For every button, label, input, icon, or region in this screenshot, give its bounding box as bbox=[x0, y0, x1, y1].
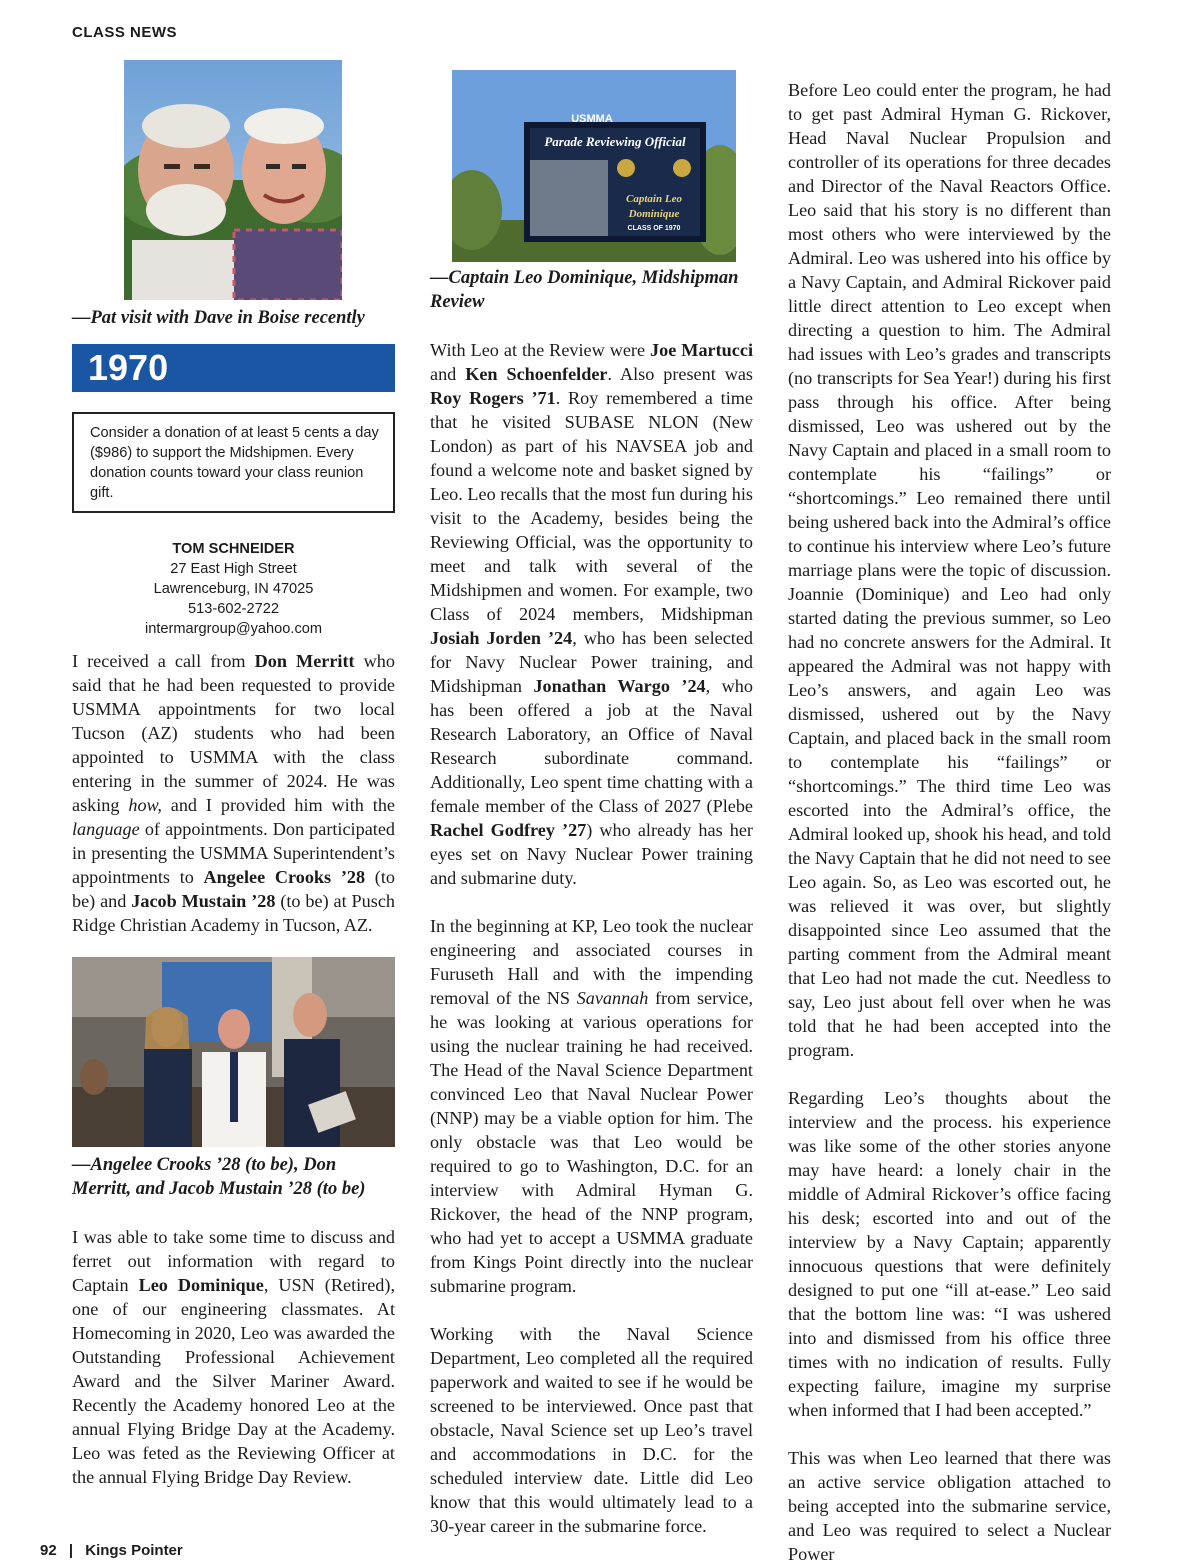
photo-parade-reviewing-sign bbox=[452, 70, 736, 262]
paragraph-leo-dominique bbox=[72, 1225, 395, 1489]
paragraph-rickover-interview: Before Leo could enter the program, he had to get past Admiral Hyman G. Rickover, Head Naval Nuclear Propulsion and controller of its operations for three decades and Director of the Naval Reactors Office. Leo said that his story is no different than most others who were interviewed by the Admiral. Leo was ushered into his office by a Navy Captain, and Admiral Rickover paid little direct attention to Leo except when directing a question to him. The Admiral had issues with Leo’s grades and transcripts (no transcripts for Sea Year!) during his first pass through his office. After being dismissed, Leo was ushered out by the Navy Captain and placed in a small room to contemplate his “failings” or “shortcomings.” Leo remained there until being ushered back into the Admiral’s office to continue his interview where Leo’s future marriage plans were the topic of discussion. Joannie (Dominique) and Leo had only started dating the previous summer, so Leo had no concrete answers for the Admiral. It appeared the Admiral was not happy with Leo’s answers, and again Leo was dismissed, ushered out by the Navy Captain, and placed back in the small room to contemplate his “failings” or “shortcomings.” The third time Leo was escorted into the Admiral’s office, the Admiral looked up, shook his head, and told the Navy Captain that he did not need to see Leo again. So, as Leo was escorted out, he was relieved it was over, but slightly disappointed since Leo assumed that the parting comment from the Admiral meant that Leo had not made the cut. Needless to say, Leo just about fell over when he was told that he had been accepted into the program. bbox=[788, 80, 1111, 1060]
name-bold: Jacob Mustain ’28 bbox=[131, 891, 276, 911]
text-italic: how, bbox=[128, 795, 162, 815]
text-italic: Savannah bbox=[576, 988, 649, 1008]
text-run: . Roy remembered a time that he visited SUBASE NLON (New London) as part of his NAVSEA job and found a welcome note and basket signed by Leo. Leo recalls that the most fun during his visit to the Academy, besides being the Reviewing Official, was the opportunity to meet and talk with several of the Midshipmen and women. For example, two Class of 2024 members, Midshipman bbox=[430, 388, 753, 624]
text-run: who said that he had been requested to provide USMMA appointments for two local Tucson (AZ) students who had been appointed to USMMA with the class entering in the summer of 2024. He was asking bbox=[72, 651, 395, 815]
contact-name: TOM SCHNEIDER bbox=[172, 541, 295, 557]
text-run: and bbox=[430, 364, 466, 384]
text-run: In the beginning at KP, Leo took the nuclear engineering and associated courses in Furuseth Hall and with the impending removal of the NS bbox=[430, 916, 753, 1008]
section-header: CLASS NEWS bbox=[72, 24, 178, 41]
donation-box: Consider a donation of at least 5 cents a day ($986) to support the Midshipmen. Every donation counts toward your class reunion gift. bbox=[72, 412, 395, 513]
name-bold: Don Merritt bbox=[254, 651, 355, 671]
paragraph-nuclear-beginning bbox=[430, 914, 753, 1298]
text-run: I received a call from bbox=[72, 651, 255, 671]
photo-pat-and-dave bbox=[124, 60, 342, 300]
photo-caption-pat-dave: —Pat visit with Dave in Boise recently bbox=[72, 308, 365, 328]
column-1 bbox=[72, 60, 395, 1489]
contact-city: Lawrenceburg, IN 47025 bbox=[153, 581, 314, 597]
photo-caption-parade: —Captain Leo Dominique, Midshipman Review bbox=[430, 268, 739, 312]
name-bold: Angelee Crooks ’28 bbox=[203, 867, 366, 887]
magazine-name: Kings Pointer bbox=[85, 1542, 183, 1559]
photo-angelee-don-jacob bbox=[72, 957, 395, 1147]
name-bold: Joe Martucci bbox=[650, 340, 753, 360]
name-bold: Josiah Jorden ’24 bbox=[430, 628, 573, 648]
text-run: , who has been offered a job at the Naval Research Laboratory, an Office of Naval Research subordinate command. Additionally, Leo spent time chatting with a female member of the Class of 2027 (Plebe bbox=[430, 676, 753, 816]
contact-street: 27 East High Street bbox=[170, 561, 297, 577]
text-run: With Leo at the Review were bbox=[430, 340, 651, 360]
text-italic: language bbox=[72, 819, 140, 839]
column-3 bbox=[788, 78, 1111, 1566]
contact-phone: 513-602-2722 bbox=[188, 601, 279, 617]
sign-name-line2: Dominique bbox=[628, 208, 680, 220]
column-2 bbox=[430, 70, 753, 1538]
sign-title: Parade Reviewing Official bbox=[544, 134, 686, 149]
contact-email[interactable]: intermargroup@yahoo.com bbox=[144, 621, 323, 637]
paragraph-naval-science: Working with the Naval Science Department, Leo completed all the required paperwork and waited to see if he would be screened to be interviewed. Once past that obstacle, Naval Science set up Leo’s travel and accommodations in D.C. for the scheduled interview date. Little did Leo know that this would ultimately lead to a 30-year career in the submarine force. bbox=[430, 1324, 753, 1536]
text-run: . Also present was bbox=[607, 364, 753, 384]
text-run: of appointments. Don participated in presenting the USMMA Superintendent’s appointments to bbox=[72, 819, 395, 887]
name-bold: Rachel Godfrey ’27 bbox=[430, 820, 587, 840]
text-run: (to be) at Pusch Ridge Christian Academy in Tucson, AZ. bbox=[72, 891, 395, 935]
paragraph-interview-thoughts: Regarding Leo’s thoughts about the interview and the process. his experience was like some of the other stories anyone may have heard: a lonely chair in the middle of Admiral Rickover’s office facing his desk; escorted into and out of the interview by a Navy Captain; apparently innocuous questions that were definitely designed to put one “ill at-ease.” Leo said that the bottom line was: “I was ushered into and dismissed from his office three times with no indication of results. Fully expecting failure, imagine my surprise when informed that I had been accepted.” bbox=[788, 1088, 1111, 1420]
text-run: (to be) and bbox=[72, 867, 395, 911]
paragraph-don-merritt bbox=[72, 649, 395, 937]
sign-name-line1: Captain Leo bbox=[626, 193, 682, 205]
text-run: , who has been selected for Navy Nuclear Power training, and Midshipman bbox=[430, 628, 753, 696]
name-bold: Leo Dominique bbox=[138, 1275, 264, 1295]
paragraph-review-attendees bbox=[430, 338, 753, 890]
sign-class-year: CLASS OF 1970 bbox=[627, 225, 681, 232]
footer-separator: | bbox=[68, 1542, 74, 1559]
year-banner: 1970 bbox=[72, 344, 395, 392]
name-bold: Ken Schoenfelder bbox=[465, 364, 608, 384]
paragraph-service-obligation: This was when Leo learned that there was an active service obligation attached to being accepted into the submarine service, and Leo was required to select a Nuclear Power bbox=[788, 1448, 1111, 1564]
text-run: ) who already has her eyes set on Navy Nuclear Power training and submarine duty. bbox=[430, 820, 753, 888]
class-secretary-contact bbox=[72, 539, 395, 639]
name-bold: Roy Rogers ’71 bbox=[430, 388, 556, 408]
photo-caption-angelee: —Angelee Crooks ’28 (to be), Don Merritt, and Jacob Mustain ’28 (to be) bbox=[72, 1155, 366, 1199]
name-bold: Jonathan Wargo ’24 bbox=[533, 676, 706, 696]
page-footer bbox=[40, 1542, 183, 1559]
text-run: from service, he was looking at various operations for using the nuclear training he had received. The Head of the Naval Science Department convinced Leo that Naval Nuclear Power (NNP) may be a viable option for him. The only obstacle was that Leo would be required to go to Washington, D.C. for an interview with Admiral Hyman G. Rickover, the head of the NNP program, who had yet to accept a USMMA graduate from Kings Point directly into the nuclear submarine program. bbox=[430, 988, 753, 1296]
sign-usmma-label: USMMA bbox=[571, 113, 613, 125]
text-run: and I provided him with the bbox=[161, 795, 395, 815]
text-run: , USN (Retired), one of our engineering classmates. At Homecoming in 2020, Leo was awarded the Outstanding Professional Achievement Award and the Silver Mariner Award. Recently the Academy honored Leo at the annual Flying Bridge Day at the Academy. Leo was feted as the Reviewing Officer at the annual Flying Bridge Day Review. bbox=[72, 1275, 395, 1487]
text-run: I was able to take some time to discuss and ferret out information with regard to Captain bbox=[72, 1227, 395, 1295]
page-number: 92 bbox=[40, 1542, 57, 1559]
